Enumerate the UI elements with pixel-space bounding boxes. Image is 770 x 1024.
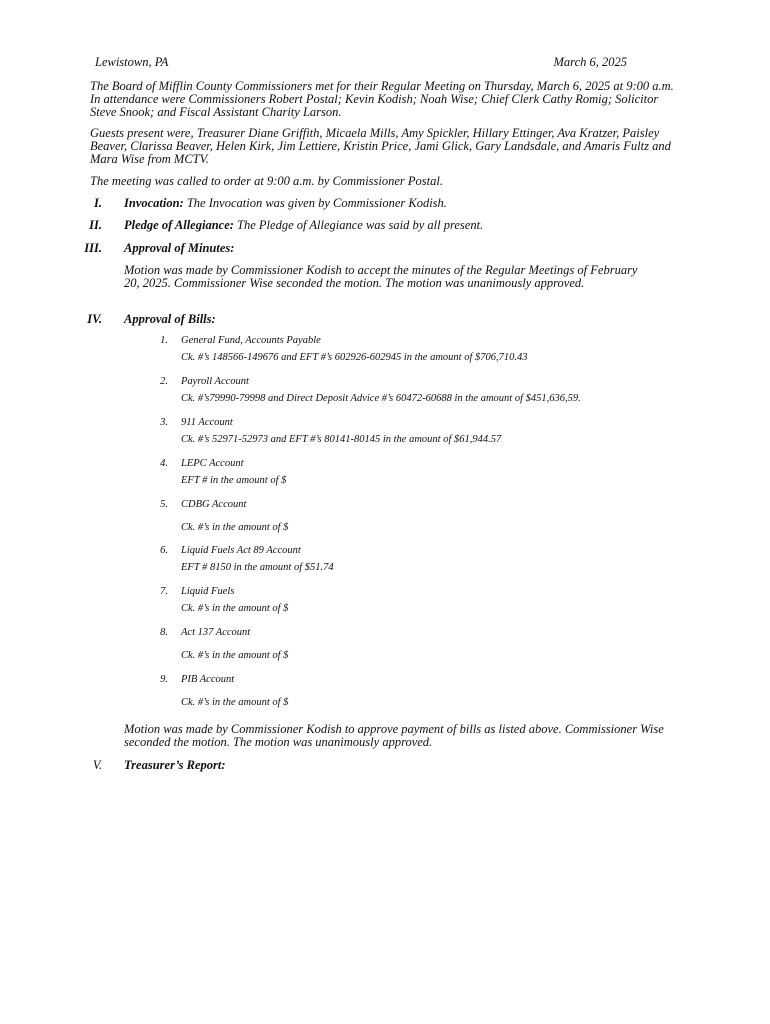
section-numeral: V. [92, 758, 102, 772]
section-title: Approval of Bills: [124, 312, 216, 326]
bill-number: 2. [160, 376, 168, 387]
section-numeral: I. [94, 196, 102, 210]
bills-motion-text: Motion was made by Commissioner Kodish to approve payment of bills as listed above. Commissioner Wise seconded the motion. The motion was unanimously approved. [124, 722, 664, 749]
section-text: The Pledge of Allegiance was said by all present. [233, 218, 484, 232]
section-title: Treasurer’s Report: [124, 758, 226, 772]
section-title: Invocation: [124, 196, 184, 210]
bill-account-name: LEPC Account [181, 458, 244, 469]
meeting-date: March 6, 2025 [553, 55, 627, 69]
guests-paragraph: Guests present were, Treasurer Diane Griffith, Micaela Mills, Amy Spickler, Hillary Ettinger, Ava Kratzer, Paisley Beaver, Clarissa Beaver, Helen Kirk, Jim Lettiere, Kristin Price, Jami Glick, Gary Landsdale, and Amaris Fultz and Mara Wise from MCTV. [90, 126, 671, 166]
bill-detail: Ck. #’s in the amount of $ [181, 697, 289, 708]
section-text: The Invocation was given by Commissioner Kodish. [183, 196, 447, 210]
section-title: Pledge of Allegiance: [124, 218, 234, 232]
bill-detail: Ck. #’s in the amount of $ [181, 650, 289, 661]
attendance-paragraph: The Board of Mifflin County Commissioners met for their Regular Meeting on Thursday, March 6, 2025 at 9:00 a.m. In attendance were Commissioners Robert Postal; Kevin Kodish; Noah Wise; Chief Clerk Cathy Romig; Solicitor Steve Snook; and Fiscal Assistant Charity Larson. [90, 79, 674, 119]
bill-detail: Ck. #’s in the amount of $ [181, 603, 289, 614]
meeting-location: Lewistown, PA [95, 55, 169, 69]
bill-detail: EFT # in the amount of $ [181, 475, 287, 486]
bill-detail: Ck. #’s in the amount of $ [181, 522, 289, 533]
bill-detail: EFT # 8150 in the amount of $51.74 [181, 562, 334, 573]
bill-account-name: General Fund, Accounts Payable [181, 335, 321, 346]
bill-account-name: 911 Account [181, 417, 233, 428]
bill-account-name: PIB Account [181, 674, 235, 685]
bill-number: 4. [160, 458, 168, 469]
bill-number: 3. [160, 417, 168, 428]
section-numeral: II. [89, 218, 102, 232]
call-to-order-paragraph: The meeting was called to order at 9:00 a.m. by Commissioner Postal. [90, 174, 443, 188]
bill-number: 5. [160, 499, 168, 510]
section-numeral: IV. [87, 312, 102, 326]
bill-account-name: Liquid Fuels Act 89 Account [181, 545, 301, 556]
bill-account-name: Payroll Account [181, 376, 249, 387]
bill-detail: Ck. #’s79990-79998 and Direct Deposit Advice #’s 60472-60688 in the amount of $451,636,59. [181, 393, 581, 404]
section-title: Approval of Minutes: [124, 241, 235, 255]
bill-account-name: CDBG Account [181, 499, 247, 510]
minutes-motion-text: Motion was made by Commissioner Kodish to accept the minutes of the Regular Meetings of February 20, 2025. Commissioner Wise seconded the motion. The motion was unanimously approved. [124, 263, 638, 290]
section-numeral: III. [84, 241, 102, 255]
bill-number: 9. [160, 674, 168, 685]
bill-number: 1. [160, 335, 168, 346]
bill-account-name: Act 137 Account [181, 627, 251, 638]
bill-number: 8. [160, 627, 168, 638]
bill-detail: Ck. #’s 148566-149676 and EFT #’s 602926-602945 in the amount of $706,710.43 [181, 352, 528, 363]
bill-account-name: Liquid Fuels [181, 586, 235, 597]
bill-detail: Ck. #’s 52971-52973 and EFT #’s 80141-80145 in the amount of $61,944.57 [181, 434, 502, 445]
bill-number: 7. [160, 586, 168, 597]
bill-number: 6. [160, 545, 168, 556]
